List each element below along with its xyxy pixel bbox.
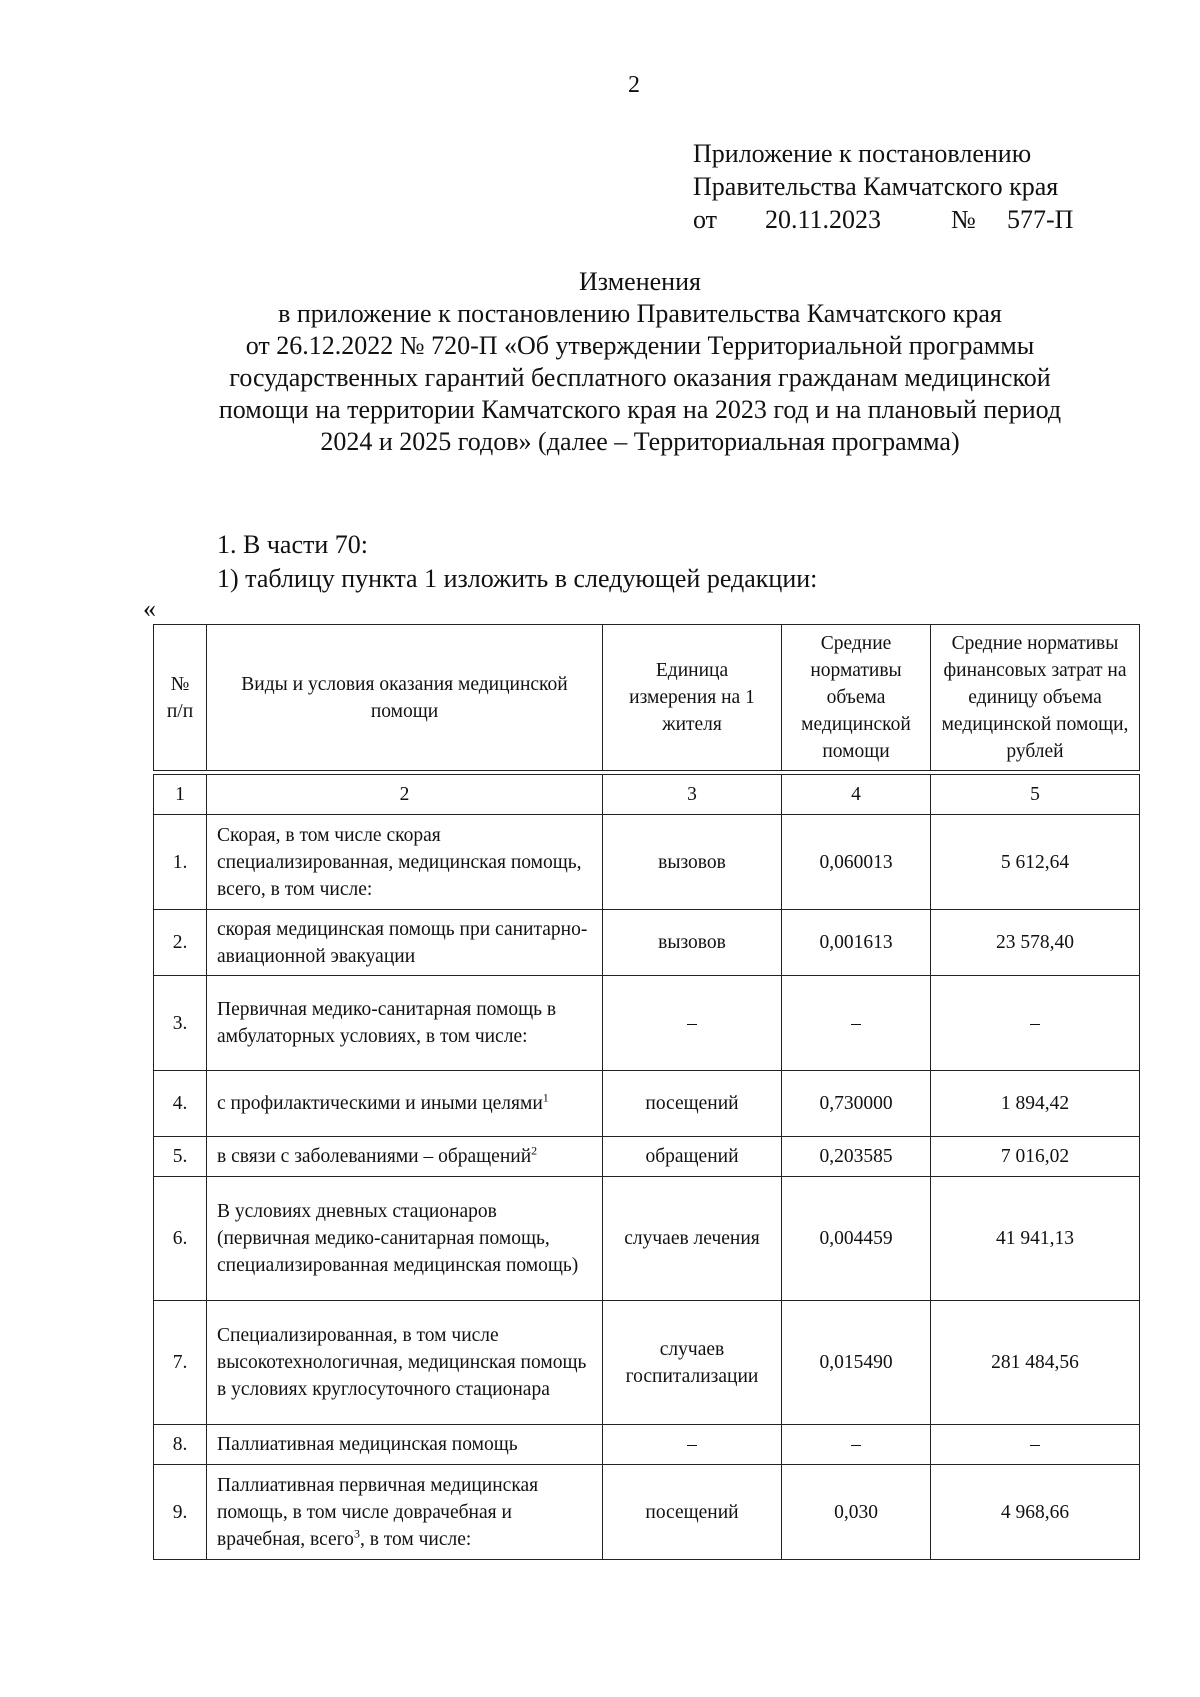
row-number: 7.	[154, 1301, 207, 1425]
row-care-type	[207, 1177, 603, 1301]
page-number: 2	[628, 72, 640, 98]
title-heading: Изменения	[579, 267, 701, 296]
row-unit: случаев лечения	[603, 1177, 782, 1301]
footnote-marker: 2	[531, 1143, 538, 1158]
row-cost: 1 894,42	[931, 1071, 1140, 1137]
row-volume: 0,730000	[782, 1071, 931, 1137]
row-cost: 41 941,13	[931, 1177, 1140, 1301]
row-cost: 4 968,66	[931, 1465, 1140, 1560]
column-number: 5	[931, 775, 1140, 815]
appendix-date: 20.11.2023	[765, 205, 882, 234]
row-cost: 281 484,56	[931, 1301, 1140, 1425]
title-line: от 26.12.2022 № 720-П «Об утверждении Территориальной программы	[245, 331, 1035, 360]
row-unit: посещений	[603, 1071, 782, 1137]
table-header-row	[154, 625, 1140, 771]
row-number: 3.	[154, 976, 207, 1071]
header-volume: Средние нормативы объема медицинской помощи	[782, 625, 931, 771]
opening-quote: «	[143, 594, 156, 623]
title-line: государственных гарантий бесплатного оказания гражданам медицинской	[229, 363, 1051, 392]
row-number: 5.	[154, 1137, 207, 1177]
row-volume: –	[782, 976, 931, 1071]
row-volume: 0,004459	[782, 1177, 931, 1301]
appendix-header	[693, 137, 1073, 236]
row-cost: 5 612,64	[931, 815, 1140, 910]
appendix-line2: Правительства Камчатского края	[693, 172, 1059, 201]
appendix-line1: Приложение к постановлению	[693, 139, 1032, 168]
row-number: 1.	[154, 815, 207, 910]
column-number: 2	[207, 775, 603, 815]
header-cost: Средние нормативы финансовых затрат на единицу объема медицинской помощи, рублей	[931, 625, 1140, 771]
care-type-text: В условиях дневных стационаров (первичная медико-санитарная помощь, специализированная медицинская помощь)	[217, 1201, 579, 1276]
row-number: 6.	[154, 1177, 207, 1301]
row-unit: –	[603, 1425, 782, 1465]
norms-table	[153, 624, 1140, 1560]
column-number: 4	[782, 775, 931, 815]
row-unit: посещений	[603, 1465, 782, 1560]
row-care-type	[207, 1425, 603, 1465]
appendix-date-line	[693, 203, 1073, 236]
table-row	[154, 1071, 1140, 1137]
document-title	[140, 266, 1140, 458]
row-care-type	[207, 1301, 603, 1425]
footnote-marker: 3	[353, 1526, 360, 1540]
header-number: № п/п	[154, 625, 207, 771]
care-type-text-suffix: , в том числе:	[359, 1528, 472, 1550]
row-unit: –	[603, 976, 782, 1071]
row-care-type	[207, 1137, 603, 1177]
care-type-text: скорая медицинская помощь при санитарно-авиационной эвакуации	[217, 918, 588, 967]
row-number: 4.	[154, 1071, 207, 1137]
table-row	[154, 1301, 1140, 1425]
appendix-number: 577-П	[1007, 205, 1074, 234]
row-care-type	[207, 976, 603, 1071]
row-number: 9.	[154, 1465, 207, 1560]
care-type-text: Скорая, в том числе скорая специализированная, медицинская помощь, всего, в том числе:	[217, 824, 582, 900]
table-row	[154, 976, 1140, 1071]
row-care-type	[207, 910, 603, 976]
row-volume: 0,203585	[782, 1137, 931, 1177]
header-type: Виды и условия оказания медицинской помощи	[207, 625, 603, 771]
column-number: 3	[603, 775, 782, 815]
column-numbering-row	[154, 775, 1140, 815]
row-volume: 0,060013	[782, 815, 931, 910]
header-unit: Единица измерения на 1 жителя	[603, 625, 782, 771]
table-row	[154, 1425, 1140, 1465]
row-cost: –	[931, 1425, 1140, 1465]
care-type-text: Паллиативная медицинская помощь	[217, 1434, 518, 1455]
row-unit: обращений	[603, 1137, 782, 1177]
row-unit: вызовов	[603, 815, 782, 910]
row-number: 8.	[154, 1425, 207, 1465]
row-cost: 7 016,02	[931, 1137, 1140, 1177]
row-unit: случаев госпитализации	[603, 1301, 782, 1425]
row-volume: –	[782, 1425, 931, 1465]
care-type-text: Паллиативная первичная медицинская помощь, в том числе доврачебная и врачебная, всего	[217, 1474, 539, 1550]
footnote-marker: 1	[542, 1090, 549, 1105]
title-line: в приложение к постановлению Правительства Камчатского края	[278, 299, 1002, 328]
paragraph-table-intro: 1) таблицу пункта 1 изложить в следующей редакции:	[217, 564, 818, 593]
row-cost: 23 578,40	[931, 910, 1140, 976]
care-type-text: в связи с заболеваниями – обращений	[217, 1146, 532, 1167]
title-line: помощи на территории Камчатского края на 2023 год и на плановый период	[218, 395, 1062, 424]
table-row	[154, 1465, 1140, 1560]
table-row	[154, 1177, 1140, 1301]
care-type-text: Первичная медико-санитарная помощь в амбулаторных условиях, в том числе:	[217, 999, 557, 1047]
care-type-text: с профилактическими и иными целями	[217, 1093, 543, 1114]
row-unit: вызовов	[603, 910, 782, 976]
row-care-type	[207, 1465, 603, 1560]
table-row	[154, 815, 1140, 910]
row-volume: 0,030	[782, 1465, 931, 1560]
paragraph-part-70: 1. В части 70:	[217, 530, 368, 559]
row-volume: 0,001613	[782, 910, 931, 976]
row-cost: –	[931, 976, 1140, 1071]
appendix-number-label: №	[951, 205, 976, 234]
row-care-type	[207, 815, 603, 910]
table-row	[154, 910, 1140, 976]
table-row	[154, 1137, 1140, 1177]
title-line: 2024 и 2025 годов» (далее – Территориальная программа)	[320, 427, 960, 456]
care-type-text: Специализированная, в том числе высокотехнологичная, медицинская помощь в условиях круглосуточного стационара	[217, 1325, 587, 1400]
column-number: 1	[154, 775, 207, 815]
table-body	[154, 815, 1140, 1560]
row-care-type	[207, 1071, 603, 1137]
row-volume: 0,015490	[782, 1301, 931, 1425]
appendix-from-label: от	[693, 205, 718, 234]
row-number: 2.	[154, 910, 207, 976]
